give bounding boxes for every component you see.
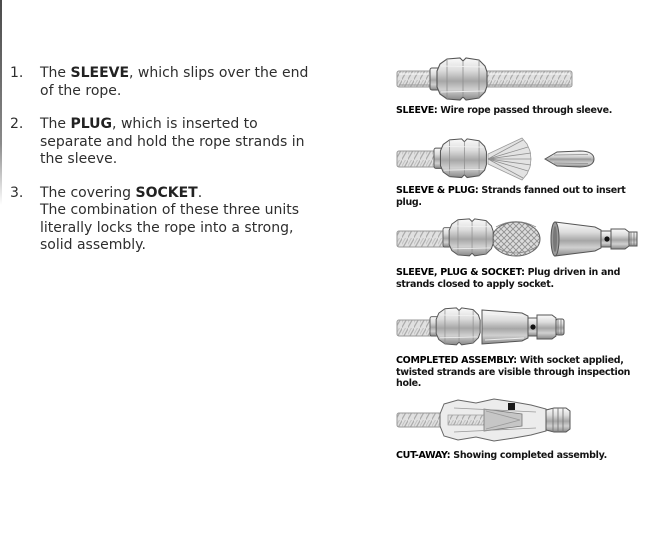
figure-caption (396, 267, 650, 290)
step-3 (10, 185, 370, 255)
rope-through-sleeve-illustration (396, 56, 574, 102)
step-2-text: The PLUG, which is inserted to separate and hold the rope strands in the sleeve. (40, 116, 305, 167)
caption-label: SLEEVE, PLUG & SOCKET: (396, 267, 525, 278)
figure-completed-assembly (390, 304, 648, 390)
caption-label: COMPLETED ASSEMBLY: (396, 355, 517, 366)
caption-label: CUT-AWAY: (396, 450, 451, 461)
figure-caption (396, 355, 650, 390)
figure-cut-away (390, 396, 648, 462)
caption-text: Plug driven in and strands closed to apply socket. (396, 267, 621, 290)
step-1-number: 1. (10, 65, 24, 81)
figure-caption (396, 185, 650, 208)
completed-assembly-illustration (396, 304, 571, 352)
figure-caption (396, 450, 650, 462)
figure-sleeve-plug-socket (390, 214, 648, 290)
step-1-text: The SLEEVE, which slips over the end of the rope. (40, 65, 309, 99)
plug-driven-socket-illustration (396, 214, 641, 264)
caption-label: SLEEVE: (396, 105, 438, 116)
step-3-number: 3. (10, 184, 24, 201)
caption-text: Showing completed assembly. (453, 450, 607, 461)
step-3-text: The covering SOCKET. The combination of these three units literally locks the rope into a strong, solid assembly. (40, 184, 300, 253)
caption-text: Wire rope passed through sleeve. (440, 105, 613, 116)
step-2 (10, 116, 370, 169)
figure-sleeve-plug (390, 136, 648, 208)
figure-sleeve (390, 56, 648, 117)
figure-column (390, 0, 650, 536)
cut-away-illustration (396, 396, 576, 444)
scan-edge-artifact (0, 0, 2, 205)
figure-caption (396, 105, 650, 117)
steps-list (10, 65, 370, 255)
caption-text: With socket applied, twisted strands are visible through inspection hole. (396, 355, 631, 389)
strands-fanned-plug-illustration (396, 136, 596, 182)
caption-text: Strands fanned out to insert plug. (396, 185, 626, 208)
step-2-number: 2. (10, 116, 24, 132)
step-1 (10, 65, 370, 100)
caption-label: SLEEVE & PLUG: (396, 185, 479, 196)
